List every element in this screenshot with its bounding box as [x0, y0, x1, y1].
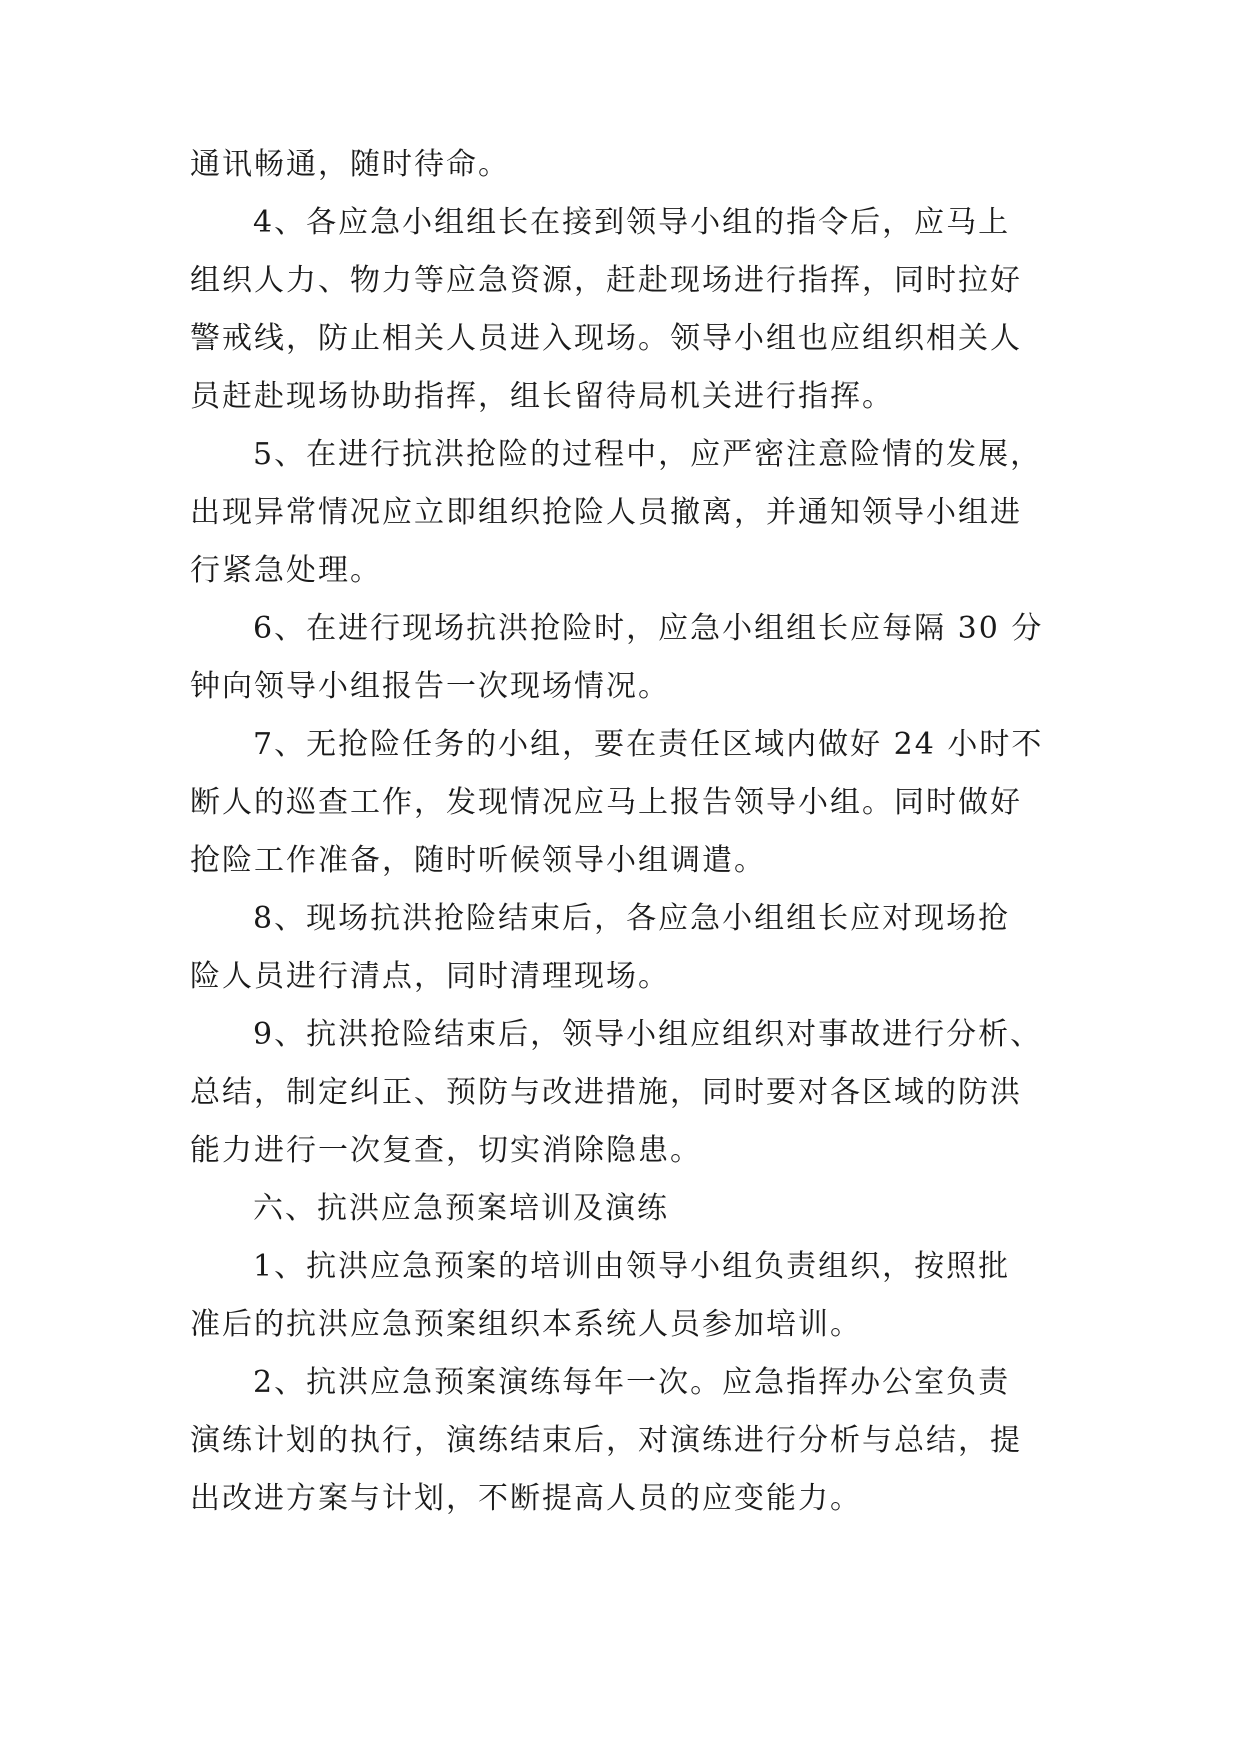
- text-line: 2、抗洪应急预案演练每年一次。应急指挥办公室负责: [253, 1365, 1011, 1400]
- text-line: 5、在进行抗洪抢险的过程中，应严密注意险情的发展，: [253, 437, 1043, 472]
- text-line: 警戒线，防止相关人员进入现场。领导小组也应组织相关人: [190, 321, 1022, 356]
- text-line: 抢险工作准备，随时听候领导小组调遣。: [190, 843, 766, 878]
- text-line: 演练计划的执行，演练结束后，对演练进行分析与总结，提: [190, 1423, 1022, 1458]
- text-line: 钟向领导小组报告一次现场情况。: [190, 669, 670, 704]
- text-line: 出现异常情况应立即组织抢险人员撤离，并通知领导小组进: [190, 495, 1022, 530]
- text-line: 通讯畅通，随时待命。: [190, 147, 510, 182]
- text-line: 9、抗洪抢险结束后，领导小组应组织对事故进行分析、: [253, 1017, 1043, 1052]
- text-line: 准后的抗洪应急预案组织本系统人员参加培训。: [190, 1307, 862, 1342]
- text-line: 行紧急处理。: [190, 553, 382, 588]
- text-line: 组织人力、物力等应急资源，赶赴现场进行指挥，同时拉好: [190, 263, 1022, 298]
- text-line: 6、在进行现场抗洪抢险时，应急小组组长应每隔 30 分: [253, 611, 1044, 646]
- text-line: 7、无抢险任务的小组，要在责任区域内做好 24 小时不: [253, 727, 1044, 762]
- text-line: 能力进行一次复查，切实消除隐患。: [190, 1133, 702, 1168]
- text-line: 总结，制定纠正、预防与改进措施，同时要对各区域的防洪: [190, 1075, 1022, 1110]
- section-heading: 六、抗洪应急预案培训及演练: [253, 1191, 669, 1226]
- text-line: 险人员进行清点，同时清理现场。: [190, 959, 670, 994]
- text-line: 1、抗洪应急预案的培训由领导小组负责组织，按照批: [253, 1249, 1011, 1284]
- text-line: 断人的巡查工作，发现情况应马上报告领导小组。同时做好: [190, 785, 1022, 820]
- text-line: 出改进方案与计划，不断提高人员的应变能力。: [190, 1481, 862, 1516]
- text-line: 4、各应急小组组长在接到领导小组的指令后，应马上: [253, 205, 1011, 240]
- text-line: 8、现场抗洪抢险结束后，各应急小组组长应对现场抢: [253, 901, 1011, 936]
- text-line: 员赶赴现场协助指挥，组长留待局机关进行指挥。: [190, 379, 894, 414]
